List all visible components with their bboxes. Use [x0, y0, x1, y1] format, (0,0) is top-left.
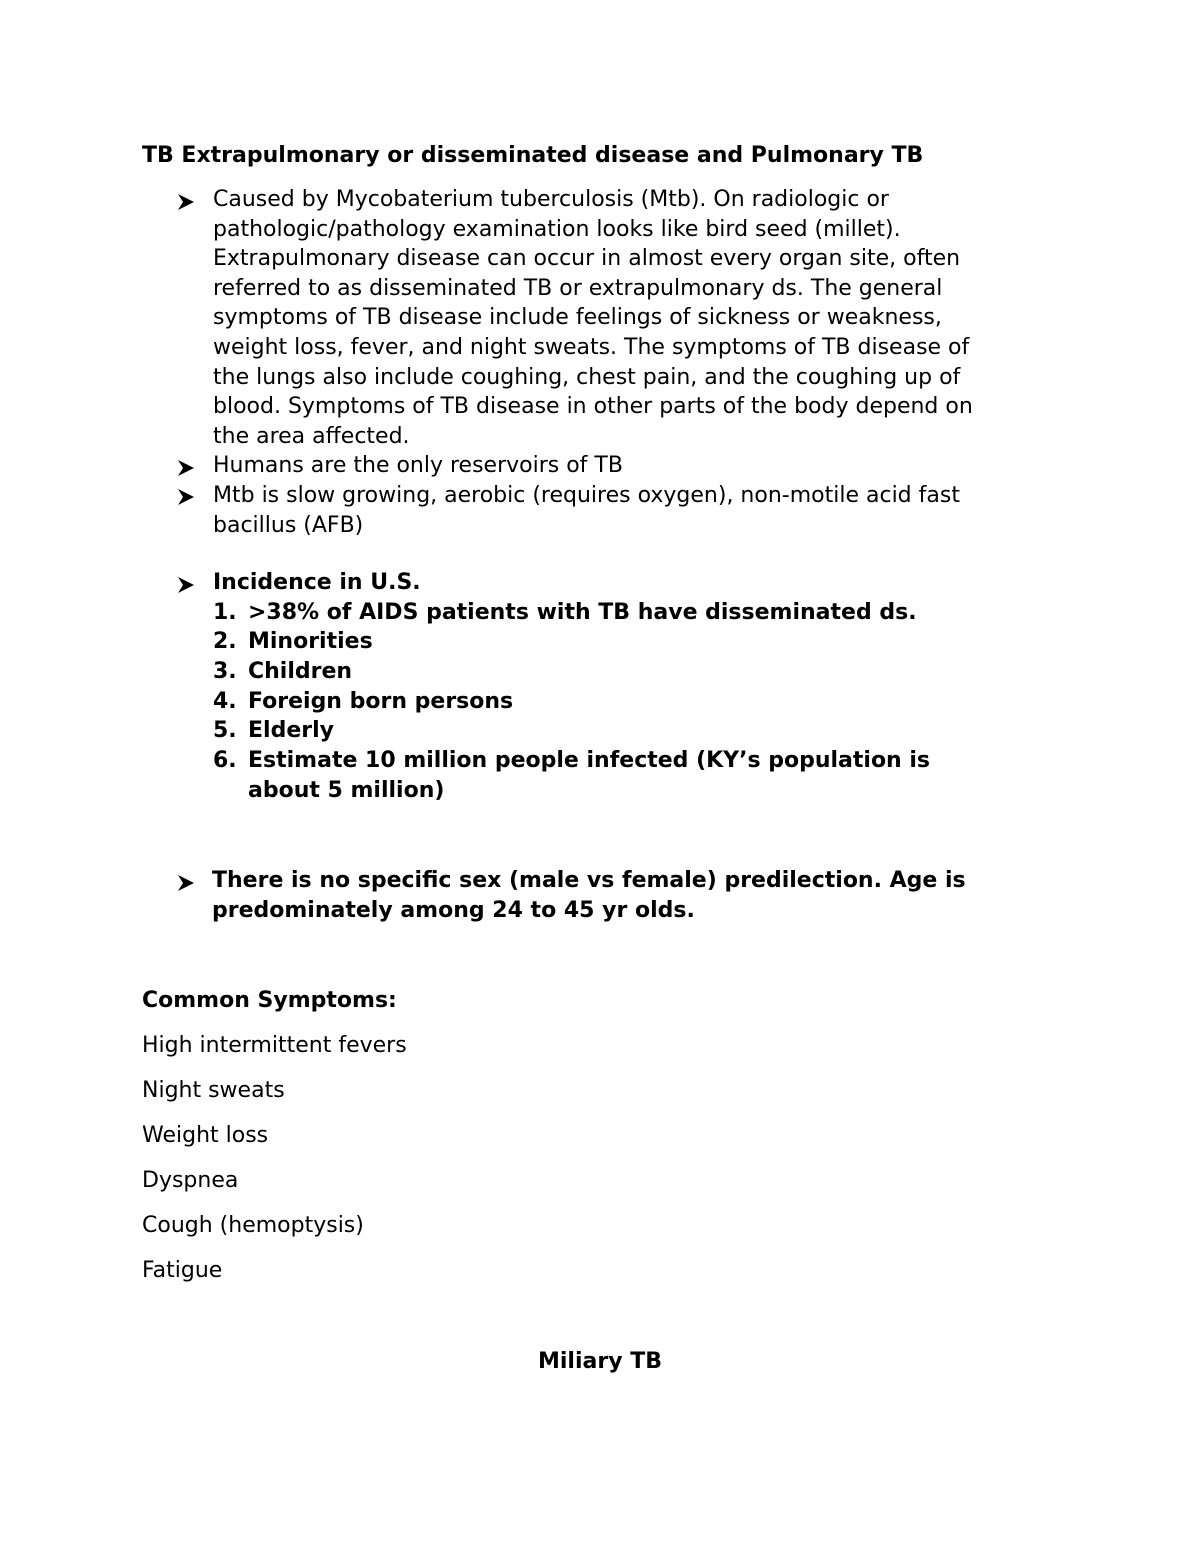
arrow-bullet-icon — [176, 575, 196, 595]
arrow-bullet-icon — [176, 873, 196, 893]
bullet-1-line-6: weight loss, fever, and night sweats. The symptoms of TB disease of — [213, 335, 970, 360]
arrow-bullet-icon — [176, 487, 196, 507]
arrow-bullet-icon — [176, 192, 196, 212]
incidence-item-text: Foreign born persons — [248, 689, 514, 714]
section-heading-miliary-tb: Miliary TB — [538, 1349, 662, 1374]
symptoms-heading: Common Symptoms: — [142, 988, 397, 1013]
symptom-item: Weight loss — [142, 1123, 269, 1148]
incidence-heading: Incidence in U.S. — [213, 570, 421, 595]
sex-bullet-line-2: predominately among 24 to 45 yr olds. — [212, 898, 695, 923]
bullet-1-line-2: pathologic/pathology examination looks like bird seed (millet). — [213, 217, 901, 242]
bullet-2-line-1: Humans are the only reservoirs of TB — [213, 453, 623, 478]
bullet-1-line-5: symptoms of TB disease include feelings of sickness or weakness, — [213, 305, 942, 330]
incidence-item-number: 3. — [213, 659, 237, 684]
incidence-item-text: Elderly — [248, 718, 334, 743]
bullet-3-line-2: bacillus (AFB) — [213, 513, 364, 538]
incidence-item-text: >38% of AIDS patients with TB have disseminated ds. — [248, 600, 917, 625]
bullet-1-line-1: Caused by Mycobaterium tuberculosis (Mtb). On radiologic or — [213, 187, 889, 212]
arrow-bullet-icon — [176, 458, 196, 478]
bullet-1-line-7: the lungs also include coughing, chest pain, and the coughing up of — [213, 365, 961, 390]
sex-bullet-line-1: There is no specific sex (male vs female) predilection. Age is — [212, 868, 966, 893]
incidence-item-number: 6. — [213, 748, 237, 773]
incidence-item-number: 5. — [213, 718, 237, 743]
incidence-item-text: Estimate 10 million people infected (KY’s population is — [248, 748, 931, 773]
bullet-1-line-8: blood. Symptoms of TB disease in other parts of the body depend on — [213, 394, 973, 419]
bullet-3-line-1: Mtb is slow growing, aerobic (requires oxygen), non-motile acid fast — [213, 483, 960, 508]
symptom-item: High intermittent fevers — [142, 1033, 407, 1058]
bullet-1-line-9: the area affected. — [213, 424, 410, 449]
bullet-1-line-4: referred to as disseminated TB or extrapulmonary ds. The general — [213, 276, 943, 301]
symptom-item: Fatigue — [142, 1258, 223, 1283]
symptom-item: Dyspnea — [142, 1168, 239, 1193]
incidence-item-text: Children — [248, 659, 353, 684]
incidence-item-number: 4. — [213, 689, 237, 714]
incidence-item-text-continued: about 5 million) — [248, 778, 445, 803]
bullet-1-line-3: Extrapulmonary disease can occur in almost every organ site, often — [213, 246, 961, 271]
incidence-item-text: Minorities — [248, 629, 373, 654]
symptom-item: Night sweats — [142, 1078, 285, 1103]
document-title: TB Extrapulmonary or disseminated disease and Pulmonary TB — [142, 143, 924, 168]
symptom-item: Cough (hemoptysis) — [142, 1213, 364, 1238]
incidence-item-number: 2. — [213, 629, 237, 654]
incidence-item-number: 1. — [213, 600, 237, 625]
